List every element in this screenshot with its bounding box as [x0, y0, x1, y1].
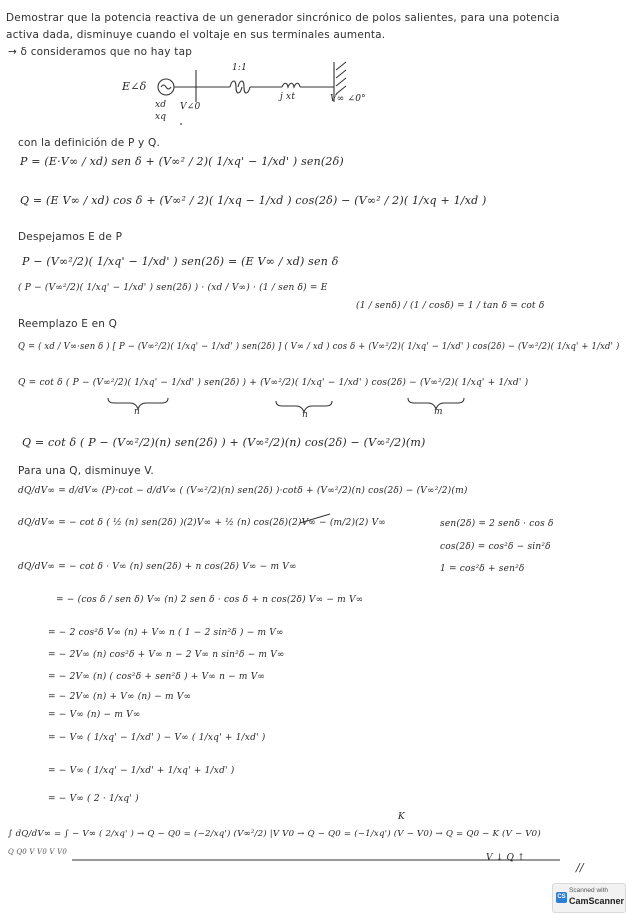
equation-reemp-1: Q = ( xd / V∞·sen δ ) [ P − (V∞²/2)( 1/xq' − 1/xd' ) sen(2δ) ] ( V∞ / xd ) cos δ + (V∞²/2)( 1/xq' − 1/xd' ) cos(2δ) − (V∞²/2)( 1/xq' + 1/xd' )	[18, 342, 620, 352]
integration-equation: ∫ dQ/dV∞ = ∫ − V∞ ( 2/xq' ) → Q − Q0 = (−2/xq') (V∞²/2) |V V0 → Q − Q0 = (−1/xq') (V − V0) → Q = Q0 − K (V − V0)	[8, 829, 541, 839]
section-reemplazo: Reemplazo E en Q	[18, 318, 118, 330]
equation-reemp-3: Q = cot δ ( P − (V∞²/2)(n) sen(2δ) ) + (V∞²/2)(n) cos(2δ) − (V∞²/2)(m)	[22, 436, 426, 449]
source-voltage-label: E∠δ	[122, 80, 147, 93]
equation-deriv-1: dQ/dV∞ = d/dV∞ (P)·cot − d/dV∞ ( (V∞²/2)(n) sen(2δ) )·cotδ + (V∞²/2)(n) cos(2δ) − (V∞²/2)(m)	[18, 486, 468, 496]
step-7: = − V∞ ( 1/xq' − 1/xd' ) − V∞ ( 1/xq' + 1/xd' )	[48, 733, 266, 743]
transformer-ratio-label: 1:1	[232, 63, 248, 73]
step-5: = − 2V∞ (n) + V∞ (n) − m V∞	[48, 692, 192, 702]
step-6: = − V∞ (n) − m V∞	[48, 710, 141, 720]
terminal-voltage-label: V∠0	[180, 102, 201, 112]
equation-desp-1: P − (V∞²/2)( 1/xq' − 1/xd' ) sen(2δ) = (E V∞ / xd) sen δ	[22, 255, 339, 268]
reactance-symbol	[282, 83, 300, 87]
xt-label: j xt	[280, 92, 296, 102]
step-3: = − 2V∞ (n) cos²δ + V∞ n − 2 V∞ n sin²δ − m V∞	[48, 650, 285, 660]
step-8: = − V∞ ( 1/xq' − 1/xd' + 1/xq' + 1/xd' )	[48, 766, 235, 776]
section-para-una: Para una Q, disminuye V.	[18, 465, 154, 477]
xd-label: xd	[155, 100, 167, 110]
equation-reemp-2: Q = cot δ ( P − (V∞²/2)( 1/xq' − 1/xd' ) sen(2δ) ) + (V∞²/2)( 1/xq' − 1/xd' ) cos(2δ) − (V∞²/2)( 1/xq' + 1/xd' )	[18, 378, 529, 388]
camscanner-logo-icon: CS	[556, 892, 567, 903]
identity-sin2d: sen(2δ) = 2 senδ · cos δ	[440, 519, 554, 529]
label-m-1: m	[434, 407, 443, 417]
identity-pythag: 1 = cos²δ + sen²δ	[440, 564, 525, 574]
equation-q: Q = (E V∞ / xd) cos δ + (V∞² / 2)( 1/xq − 1/xd ) cos(2δ) − (V∞² / 2)( 1/xq + 1/xd )	[20, 194, 487, 207]
equation-deriv-3: dQ/dV∞ = − cot δ · V∞ (n) sen(2δ) + n cos(2δ) V∞ − m V∞	[18, 562, 297, 572]
trend-arrows: V ↓ Q ↑	[486, 853, 525, 863]
equation-p: P = (E·V∞ / xd) sen δ + (V∞² / 2)( 1/xq' − 1/xd' ) sen(2δ)	[20, 155, 344, 168]
cot-identity: (1 / senδ) / (1 / cosδ) = 1 / tan δ = cot δ	[356, 301, 545, 311]
identity-cos2d: cos(2δ) = cos²δ − sin²δ	[440, 542, 551, 552]
end-mark: //	[576, 861, 584, 874]
problem-statement-line-1: Demostrar que la potencia reactiva de un generador sincrónico de polos salientes, para una potencia	[6, 12, 560, 24]
integration-limits: Q Q0 V V0 V V0	[8, 848, 67, 856]
scanner-line-2: CamScanner	[569, 896, 625, 906]
assumption-note: → δ consideramos que no hay tap	[8, 46, 193, 58]
label-n-1: n	[134, 407, 140, 417]
equation-desp-2: ( P − (V∞²/2)( 1/xq' − 1/xd' ) sen(2δ) ) · (xd / V∞) · (1 / sen δ) = E	[18, 283, 328, 293]
scanner-line-1: Scanned with	[569, 887, 609, 894]
step-9: = − V∞ ( 2 · 1/xq' )	[48, 794, 139, 804]
transformer-symbol	[230, 81, 242, 93]
label-n-2: n	[302, 410, 308, 420]
infinite-bus-label: V∞ ∠0°	[330, 94, 366, 104]
problem-statement-line-2: activa dada, disminuye cuando el voltaje en sus terminales aumenta.	[6, 29, 386, 41]
equation-deriv-2: dQ/dV∞ = − cot δ ( ½ (n) sen(2δ) )(2)V∞ + ½ (n) cos(2δ)(2)V∞ − (m/2)(2) V∞	[18, 518, 386, 528]
section-despejamos: Despejamos E de P	[18, 231, 123, 243]
step-1: = − (cos δ / sen δ) V∞ (n) 2 sen δ · cos δ + n cos(2δ) V∞ − m V∞	[56, 595, 364, 605]
step-4: = − 2V∞ (n) ( cos²δ + sen²δ ) + V∞ n − m V∞	[48, 672, 266, 682]
step-2: = − 2 cos²δ V∞ (n) + V∞ n ( 1 − 2 sin²δ ) − m V∞	[48, 628, 284, 638]
constant-k-label: K	[398, 812, 405, 822]
section-def-pq: con la definición de P y Q.	[18, 137, 160, 149]
camscanner-watermark	[552, 883, 626, 913]
xq-label: xq	[155, 112, 167, 122]
